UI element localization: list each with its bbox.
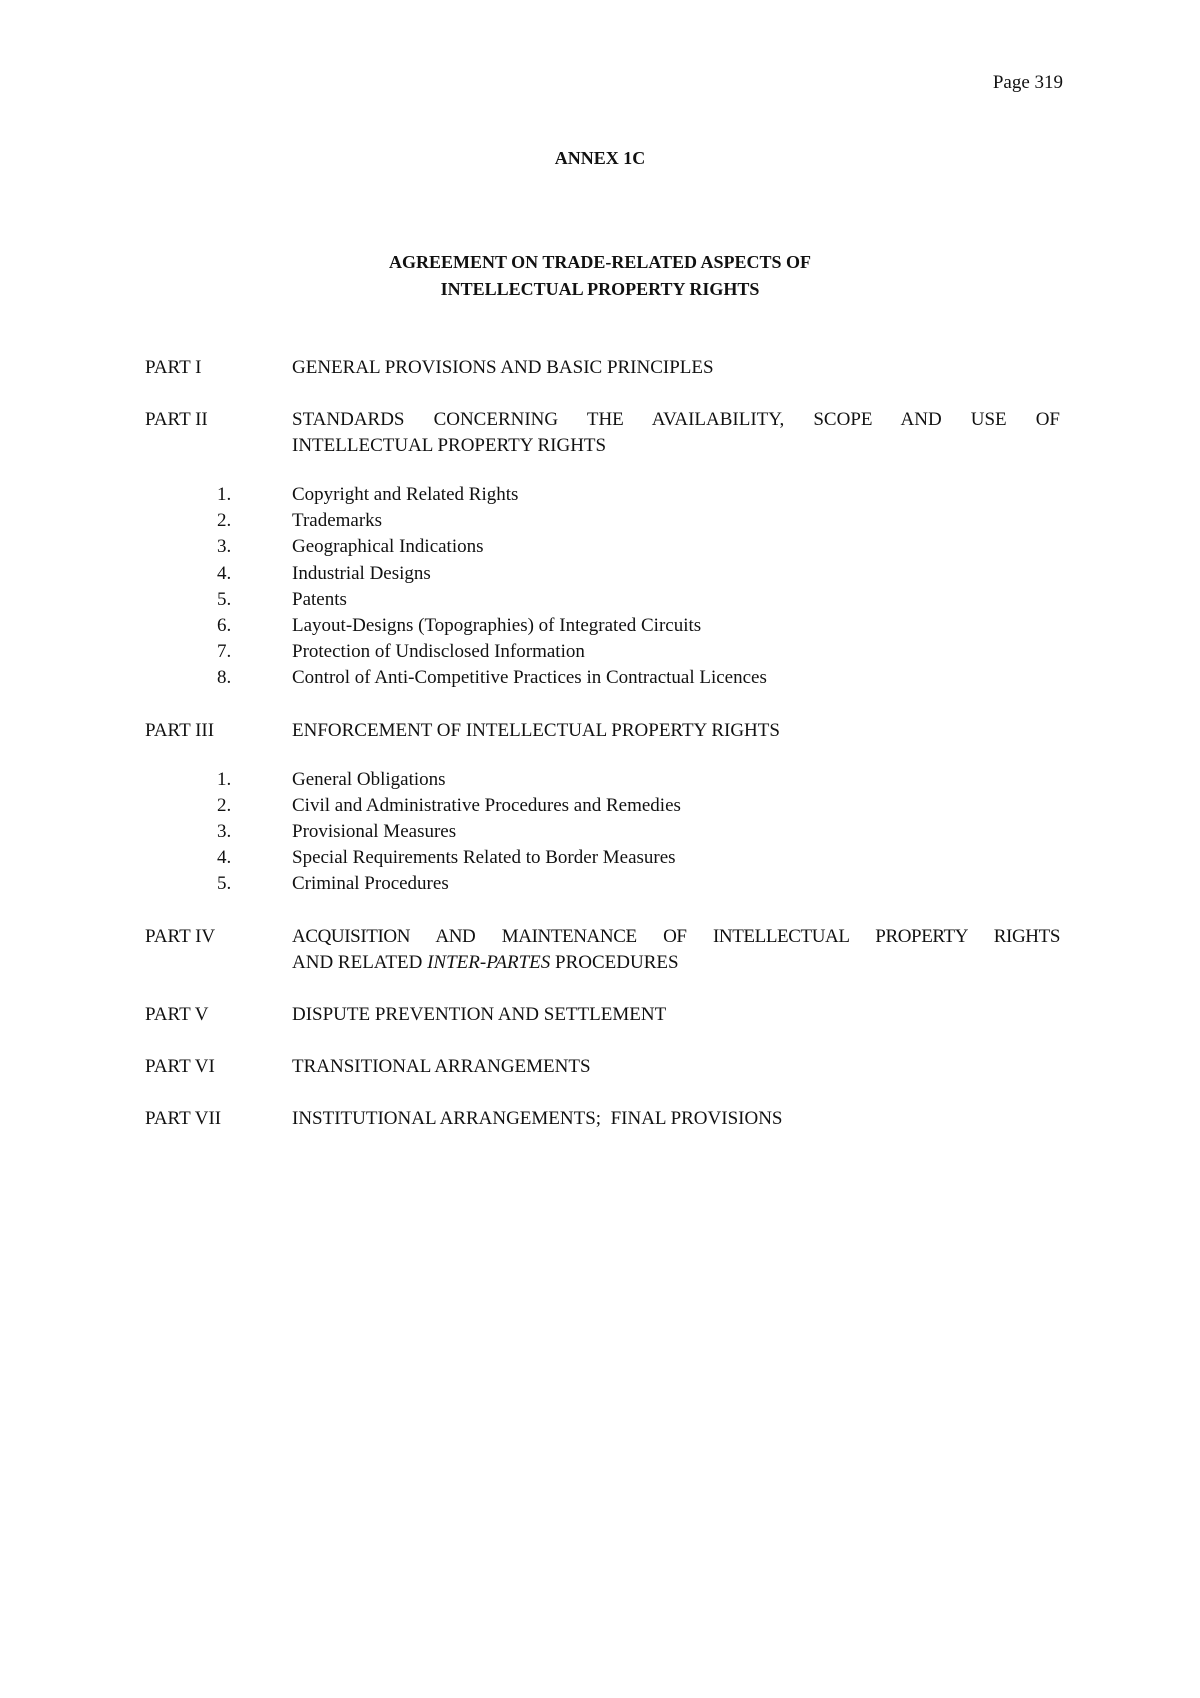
- section-item: [145, 613, 1060, 639]
- section-item: [145, 871, 1060, 897]
- section-title: Protection of Undisclosed Information: [292, 641, 585, 663]
- section-number: 4.: [217, 847, 232, 869]
- part-4: [145, 924, 1060, 976]
- section-number: 2.: [217, 794, 232, 816]
- part-1: [145, 355, 1060, 381]
- section-number: 7.: [217, 641, 232, 663]
- page-number: Page 319: [992, 72, 1063, 93]
- agreement-title: [0, 249, 1200, 303]
- section-item: [145, 482, 1060, 508]
- section-item: [145, 819, 1060, 845]
- part-2-sections: [145, 482, 1060, 692]
- part-label: PART VI: [145, 1055, 215, 1077]
- section-number: 5.: [217, 873, 232, 895]
- table-of-contents: [145, 355, 1060, 1158]
- part-title: GENERAL PROVISIONS AND BASIC PRINCIPLES: [292, 357, 714, 378]
- section-item: [145, 534, 1060, 560]
- part-title-italic: INTER-PARTES: [427, 951, 551, 973]
- part-title: INSTITUTIONAL ARRANGEMENTS; FINAL PROVISIONS: [292, 1107, 783, 1129]
- part-title-line-2: [292, 950, 1060, 976]
- agreement-title-line-2: INTELLECTUAL PROPERTY RIGHTS: [440, 279, 760, 299]
- part-5: [145, 1002, 1060, 1028]
- section-item: [145, 845, 1060, 871]
- section-item: [145, 639, 1060, 665]
- part-title: [292, 924, 1060, 976]
- section-title: Copyright and Related Rights: [292, 484, 519, 505]
- section-title: General Obligations: [292, 768, 446, 790]
- part-title: TRANSITIONAL ARRANGEMENTS: [292, 1055, 591, 1077]
- part-2: [145, 407, 1060, 459]
- section-number: 1.: [217, 768, 232, 790]
- section-item: [145, 587, 1060, 613]
- section-number: 3.: [217, 821, 232, 843]
- section-title: Criminal Procedures: [292, 873, 449, 895]
- part-label: PART II: [145, 409, 208, 430]
- part-label: PART V: [145, 1003, 209, 1025]
- section-title: Industrial Designs: [292, 562, 431, 584]
- agreement-title-line-1: AGREEMENT ON TRADE-RELATED ASPECTS OF: [388, 252, 812, 272]
- section-number: 4.: [217, 562, 232, 584]
- section-title: Provisional Measures: [292, 821, 457, 843]
- section-item: [145, 561, 1060, 587]
- section-item: [145, 508, 1060, 534]
- section-item: [145, 793, 1060, 819]
- part-6: [145, 1054, 1060, 1080]
- part-label: PART III: [145, 719, 215, 741]
- part-label: PART VII: [145, 1107, 222, 1129]
- part-label: PART I: [145, 357, 202, 378]
- part-label: PART IV: [145, 925, 216, 947]
- section-number: 1.: [217, 484, 232, 505]
- section-number: 6.: [217, 615, 232, 637]
- section-number: 2.: [217, 510, 232, 532]
- section-number: 3.: [217, 536, 232, 558]
- part-title-line-1: ACQUISITION AND MAINTENANCE OF INTELLECTUAL PROPERTY RIGHTS: [292, 925, 1060, 947]
- section-number: 5.: [217, 588, 232, 610]
- part-title-suffix: PROCEDURES: [550, 951, 679, 973]
- section-title: Control of Anti-Competitive Practices in Contractual Licences: [292, 667, 767, 689]
- section-title: Layout-Designs (Topographies) of Integrated Circuits: [292, 615, 702, 637]
- part-title-line-2: INTELLECTUAL PROPERTY RIGHTS: [292, 435, 607, 456]
- section-title: Special Requirements Related to Border Measures: [292, 847, 676, 869]
- section-title: Patents: [292, 588, 347, 610]
- part-title: ENFORCEMENT OF INTELLECTUAL PROPERTY RIGHTS: [292, 719, 780, 741]
- part-title-line-1: STANDARDS CONCERNING THE AVAILABILITY, SCOPE AND USE OF: [292, 409, 1060, 430]
- part-title: [292, 407, 1060, 459]
- part-7: [145, 1106, 1060, 1132]
- section-title: Geographical Indications: [292, 536, 484, 558]
- part-title: DISPUTE PREVENTION AND SETTLEMENT: [292, 1003, 667, 1025]
- part-3-sections: [145, 767, 1060, 898]
- section-title: Trademarks: [292, 510, 383, 532]
- part-3: [145, 718, 1060, 744]
- section-title: Civil and Administrative Procedures and Remedies: [292, 794, 681, 816]
- part-title-prefix: AND RELATED: [292, 951, 428, 973]
- section-item: [145, 767, 1060, 793]
- section-item: [145, 665, 1060, 691]
- section-number: 8.: [217, 667, 232, 689]
- annex-title: ANNEX 1C: [554, 148, 646, 168]
